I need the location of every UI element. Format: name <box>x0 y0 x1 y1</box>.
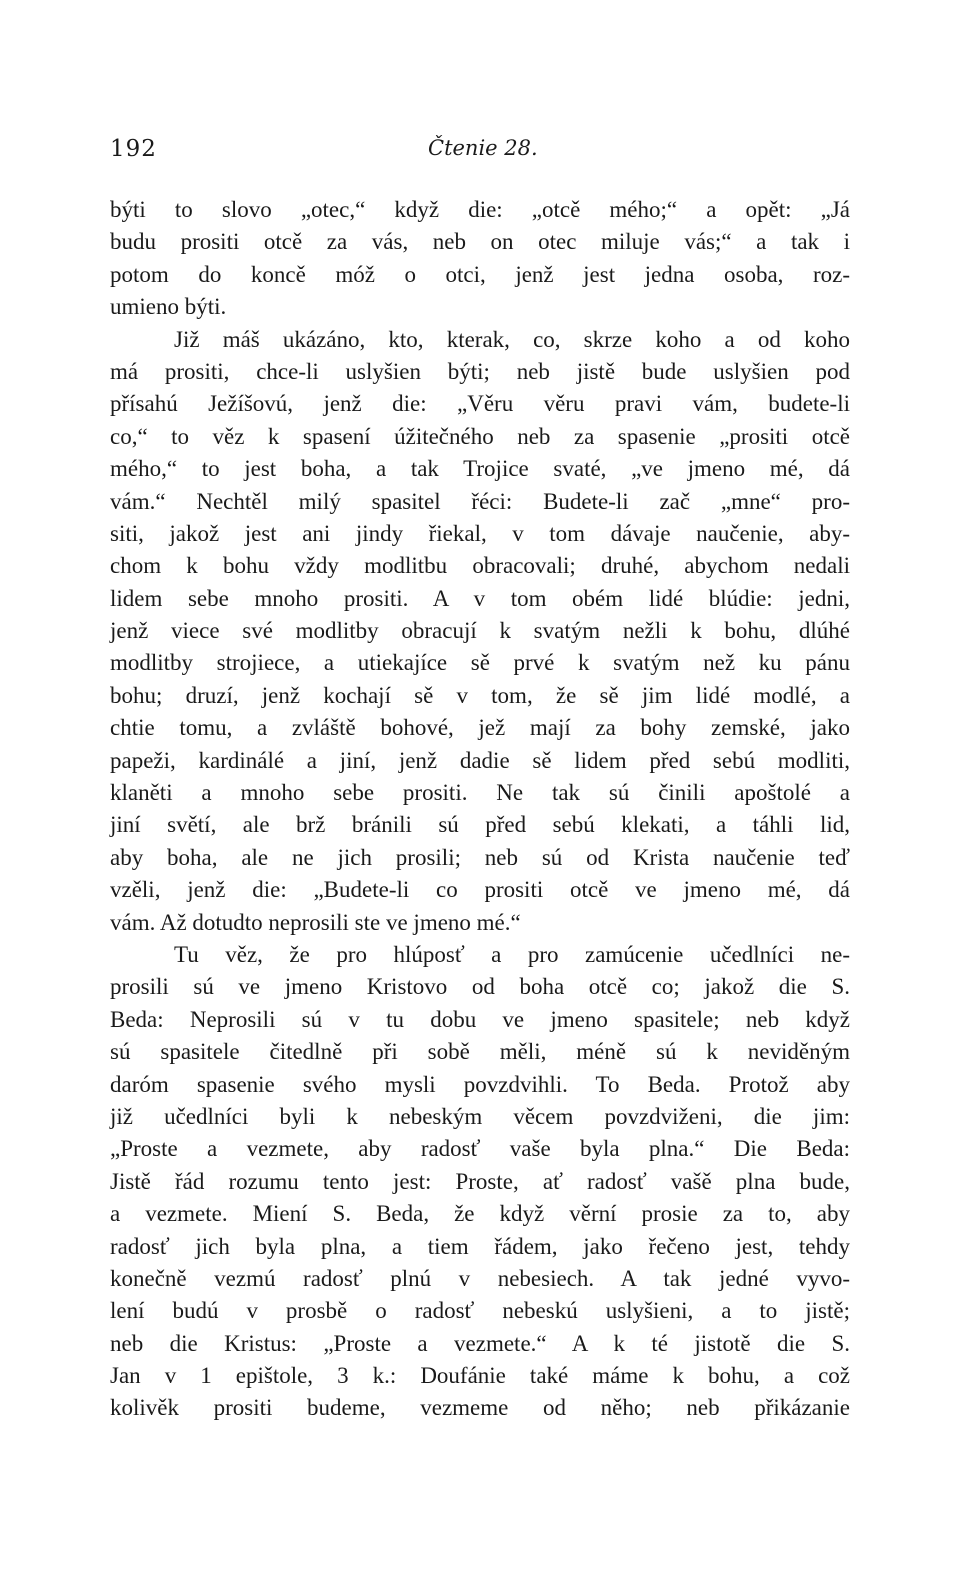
text-line: jiní světí, ale brž bránili sú před sebú klekati, a táhli lid, <box>110 812 850 838</box>
text-line: budu prositi otcě za vás, neb on otec miluje vás;“ a tak i <box>110 229 850 255</box>
text-line: Již máš ukázáno, kto, kterak, co, skrze koho a od koho <box>174 326 850 352</box>
text-line: Beda: Neprosili sú v tu dobu ve jmeno spasitele; neb když <box>110 1006 850 1032</box>
text-line: siti, jakož jest ani jindy řiekal, v tom dávaje naučenie, aby- <box>110 520 850 546</box>
page-header <box>110 136 850 166</box>
text-line: Jistě řád rozumu tento jest: Proste, ať radosť vašě plna bude, <box>110 1168 850 1194</box>
text-line: bohu; druzí, jenž kochají sě v tom, že sě jim lidé modlé, a <box>110 682 850 708</box>
text-line: vzěli, jenž die: „Budete-li co prositi otcě ve jmeno mé, dá <box>110 877 850 903</box>
text-line: chom k bohu vždy modlitbu obracovali; druhé, abychom nedali <box>110 553 850 579</box>
text-line: přísahú Ježíšovú, jenž die: „Věru věru pravi vám, budete-li <box>110 391 850 417</box>
text-line: prosili sú ve jmeno Kristovo od boha otcě co; jakož die S. <box>110 974 850 1000</box>
text-line: radosť jich byla plna, a tiem řádem, jako řečeno jest, tehdy <box>110 1233 850 1259</box>
text-line: konečně vezmú radosť plnú v nebesiech. A tak jedné vyvo- <box>110 1265 850 1291</box>
text-line: vám. Až dotudto neprosili ste ve jmeno mé.“ <box>110 909 521 935</box>
text-line: klaněti a mnoho sebe prositi. Ne tak sú činili apoštolé a <box>110 780 850 806</box>
text-line: chtie tomu, a zvláště bohové, jež mají za bohy zemské, jako <box>110 715 850 741</box>
text-line: vám.“ Nechtěl milý spasitel řéci: Budete-li zač „mne“ pro- <box>110 488 850 514</box>
text-line: má prositi, chce-li uslyšien býti; neb jistě bude uslyšien pod <box>110 358 850 384</box>
text-line: „Proste a vezmete, aby radosť vaše byla plna.“ Die Beda: <box>110 1136 850 1162</box>
text-line: lidem sebe mnoho prositi. A v tom obém lidé blúdie: jedni, <box>110 585 850 611</box>
text-line: kolivěk prositi budeme, vezmeme od něho; neb přikázanie <box>110 1395 850 1421</box>
text-line: potom do koncě móž o otci, jenž jest jedna osoba, roz- <box>110 261 850 287</box>
body-text <box>110 194 850 1425</box>
text-line: neb die Kristus: „Proste a vezmete.“ A k té jistotě die S. <box>110 1330 850 1356</box>
running-head: Čtenie 28. <box>428 136 538 160</box>
text-line: mého,“ to jest boha, a tak Trojice svaté, „ve jmeno mé, dá <box>110 456 850 482</box>
text-line: sú spasitele čitedlně při sobě měli, méně sú k neviděným <box>110 1039 850 1065</box>
text-line: modlitby strojiece, a utiekajíce sě prvé k svatým než ku pánu <box>110 650 850 676</box>
text-line: Jan v 1 epištole, 3 k.: Doufánie také máme k bohu, a což <box>110 1363 850 1389</box>
text-line: co,“ to věz k spasení úžitečného neb za spasenie „prositi otcě <box>110 423 850 449</box>
text-line: Tu věz, že pro hlúposť a pro zamúcenie učedlníci ne- <box>174 941 850 967</box>
page-number: 192 <box>110 136 157 162</box>
text-line: aby boha, ale ne jich prosili; neb sú od Krista naučenie teď <box>110 844 850 870</box>
text-line: lení budú v prosbě o radosť nebeskú uslyšieni, a to jistě; <box>110 1298 850 1324</box>
text-line: již učedlníci byli k nebeským věcem povzdviženi, die jim: <box>110 1103 850 1129</box>
text-line: umieno býti. <box>110 294 227 320</box>
text-line: a vezmete. Miení S. Beda, že když věrní prosie za to, aby <box>110 1201 850 1227</box>
text-line: daróm spasenie svého mysli povzdvihli. To Beda. Protož aby <box>110 1071 850 1097</box>
text-line: býti to slovo „otec,“ když die: „otcě mého;“ a opět: „Já <box>110 197 850 222</box>
text-line: jenž viece své modlitby obracují k svatým nežli k bohu, dlúhé <box>110 618 850 644</box>
text-line: papeži, kardinálé a jiní, jenž dadie sě lidem před sebú modliti, <box>110 747 850 773</box>
